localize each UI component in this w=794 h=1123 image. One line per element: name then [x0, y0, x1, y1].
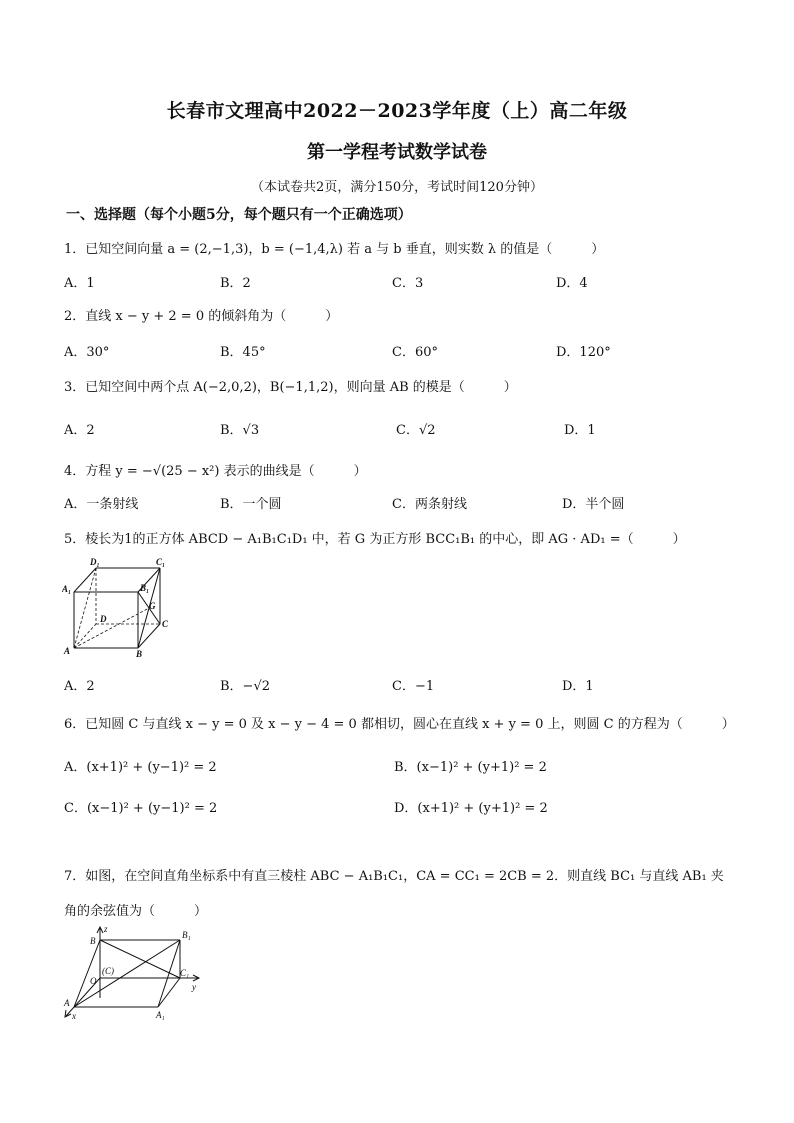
- question-5-option-c: C．−1: [392, 679, 435, 694]
- question-5-option-b: B．−√2: [220, 679, 271, 694]
- prism-label-o: O: [90, 976, 97, 986]
- question-4-stem: 4．方程 y = −√(25 − x²) 表示的曲线是（ ）: [64, 464, 367, 479]
- question-7-stem-line2: 角的余弦值为（ ）: [64, 904, 208, 919]
- cube-label-a: A: [64, 646, 71, 656]
- prism-label-b: B: [90, 936, 96, 946]
- question-4-option-a: A．一条射线: [64, 497, 139, 512]
- cube-label-c: C: [162, 619, 169, 629]
- exam-subtitle-title: 第一学程考试数学试卷: [307, 142, 487, 163]
- cube-label-g: G: [149, 601, 156, 611]
- prism-label-y: y: [192, 982, 196, 992]
- question-6-option-b: B．(x−1)² + (y+1)² = 2: [394, 760, 547, 775]
- cube-label-b1: B₁: [140, 583, 150, 593]
- question-6-option-c: C．(x−1)² + (y−1)² = 2: [64, 801, 218, 816]
- question-2-stem: 2．直线 x − y + 2 = 0 的倾斜角为（ ）: [64, 309, 339, 324]
- prism-figure: [60, 924, 210, 1020]
- prism-label-c-paren: (C): [102, 966, 114, 976]
- question-2-option-b: B．45°: [220, 345, 266, 360]
- cube-label-b: B: [136, 649, 143, 658]
- question-4-option-c: C．两条射线: [392, 497, 467, 512]
- cube-label-c1: C₁: [156, 557, 166, 567]
- question-3-option-c: C．√2: [396, 423, 436, 438]
- question-1-stem: 1．已知空间向量 a = (2,−1,3)，b = (−1,4,λ) 若 a 与 b 垂直，则实数 λ 的值是（ ）: [64, 242, 605, 257]
- question-2-option-d: D．120°: [556, 345, 611, 360]
- exam-info: （本试卷共2页，满分150分，考试时间120分钟）: [251, 180, 543, 195]
- question-1-option-d: D．4: [556, 276, 588, 291]
- question-1-option-c: C．3: [392, 276, 424, 291]
- prism-label-c1: C₁: [180, 968, 190, 978]
- question-3-option-a: A．2: [64, 423, 95, 438]
- question-2-option-a: A．30°: [64, 345, 110, 360]
- question-3-option-b: B．√3: [220, 423, 260, 438]
- cube-figure: [62, 556, 182, 658]
- question-6-option-a: A．(x+1)² + (y−1)² = 2: [64, 760, 217, 775]
- question-1-option-b: B．2: [220, 276, 251, 291]
- question-6-option-d: D．(x+1)² + (y+1)² = 2: [394, 801, 548, 816]
- question-2-option-c: C．60°: [392, 345, 438, 360]
- question-3-stem: 3．已知空间中两个点 A(−2,0,2)，B(−1,1,2)，则向量 AB 的模是（ ）: [64, 380, 517, 395]
- question-1-option-a: A．1: [64, 276, 95, 291]
- prism-label-b1: B₁: [182, 930, 191, 940]
- prism-label-a1: A₁: [156, 1010, 165, 1020]
- prism-label-x: x: [72, 1011, 76, 1020]
- question-3-option-d: D．1: [564, 423, 596, 438]
- prism-label-a: A: [64, 998, 70, 1008]
- cube-label-a1: A₁: [62, 584, 72, 594]
- question-4-option-d: D．半个圆: [562, 497, 625, 512]
- exam-title: 长春市文理高中2022－2023学年度（上）高二年级: [166, 100, 628, 122]
- question-4-option-b: B．一个圆: [220, 497, 282, 512]
- question-6-stem: 6．已知圆 C 与直线 x − y = 0 及 x − y − 4 = 0 都相切，圆心在直线 x + y = 0 上，则圆 C 的方程为（ ）: [64, 717, 735, 732]
- prism-label-z: z: [104, 924, 108, 934]
- question-5-option-d: D．1: [562, 679, 594, 694]
- cube-label-d: D: [100, 614, 107, 624]
- cube-label-d1: D₁: [90, 557, 100, 567]
- question-7-stem-line1: 7．如图，在空间直角坐标系中有直三棱柱 ABC − A₁B₁C₁，CA = CC₁ = 2CB = 2．则直线 BC₁ 与直线 AB₁ 夹: [64, 869, 724, 884]
- section-heading: 一、选择题（每个小题5分，每个题只有一个正确选项）: [66, 207, 412, 223]
- question-5-stem: 5．棱长为1的正方体 ABCD − A₁B₁C₁D₁ 中，若 G 为正方形 BCC₁B₁ 的中心，即 AG · AD₁ =（ ）: [64, 532, 686, 547]
- question-5-option-a: A．2: [64, 679, 95, 694]
